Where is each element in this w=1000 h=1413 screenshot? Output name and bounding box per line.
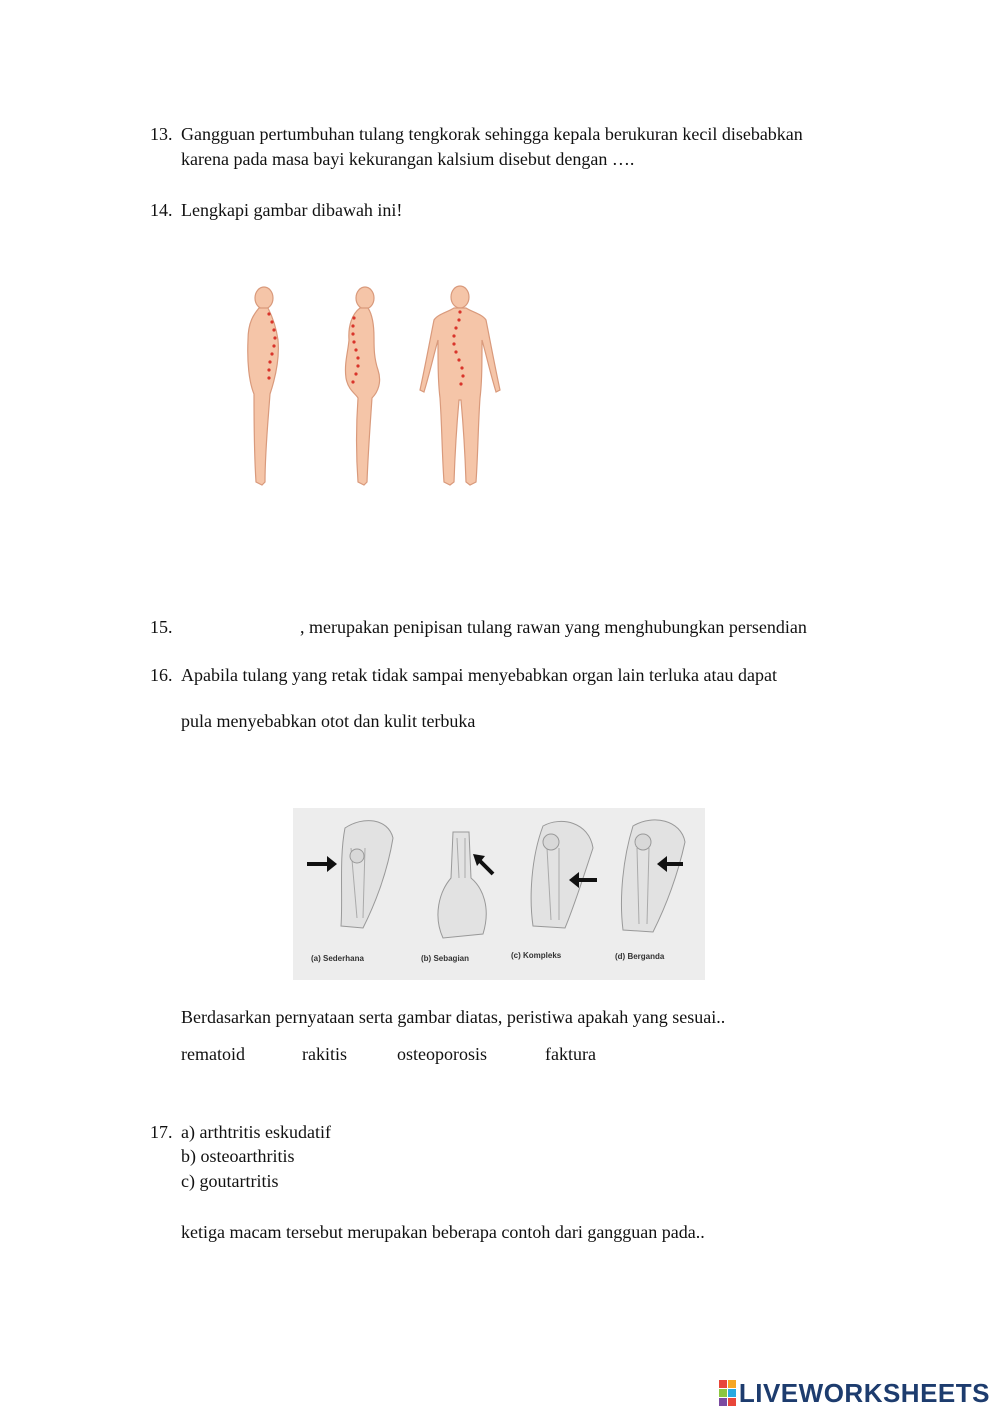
liveworksheets-brand-text: LIVEWORKSHEETS bbox=[738, 1377, 990, 1408]
fracture-b-illustration bbox=[438, 832, 486, 938]
q14-number: 14. bbox=[150, 200, 173, 220]
fracture-d-illustration bbox=[621, 820, 685, 932]
lordosis-body-figure bbox=[345, 287, 379, 485]
q15-number: 15. bbox=[150, 617, 173, 637]
q16-option-rematoid[interactable]: rematoid bbox=[181, 1044, 245, 1064]
fracture-c-illustration bbox=[531, 821, 593, 928]
spine-posture-figure bbox=[232, 282, 522, 492]
q16-text-line1: Apabila tulang yang retak tidak sampai menyebabkan organ lain terluka atau dapat bbox=[181, 665, 777, 685]
fracture-label-b: (b) Sebagian bbox=[421, 954, 470, 963]
q14-text: Lengkapi gambar dibawah ini! bbox=[181, 200, 403, 220]
q16-option-faktura[interactable]: faktura bbox=[545, 1044, 596, 1064]
q17-item-a: a) arthtritis eskudatif bbox=[181, 1122, 331, 1142]
liveworksheets-logo-icon bbox=[719, 1380, 736, 1406]
q13-text-line1: Gangguan pertumbuhan tulang tengkorak sehingga kepala berukuran kecil disebabkan bbox=[181, 124, 803, 144]
q17-item-b: b) osteoarthritis bbox=[181, 1146, 295, 1166]
q16-prompt: Berdasarkan pernyataan serta gambar diatas, peristiwa apakah yang sesuai.. bbox=[181, 1007, 726, 1027]
fracture-a-arrow bbox=[307, 856, 337, 872]
q13-number: 13. bbox=[150, 124, 173, 144]
q17-number: 17. bbox=[150, 1122, 173, 1142]
fracture-label-d: (d) Berganda bbox=[615, 952, 665, 961]
scoliosis-body-figure bbox=[420, 286, 500, 485]
q15-text: , merupakan penipisan tulang rawan yang menghubungkan persendian bbox=[300, 617, 807, 637]
fracture-label-a: (a) Sederhana bbox=[311, 954, 364, 963]
q16-text-line2: pula menyebabkan otot dan kulit terbuka bbox=[181, 711, 476, 731]
fracture-a-illustration bbox=[341, 821, 393, 928]
liveworksheets-logo bbox=[719, 1378, 990, 1408]
q17-item-c: c) goutartritis bbox=[181, 1171, 279, 1191]
fracture-types-figure bbox=[293, 808, 705, 980]
q16-option-osteoporosis[interactable]: osteoporosis bbox=[397, 1044, 487, 1064]
q17-text: ketiga macam tersebut merupakan beberapa contoh dari gangguan pada.. bbox=[181, 1222, 705, 1242]
fracture-b-arrow bbox=[473, 854, 493, 874]
kyphosis-body-figure bbox=[248, 287, 279, 485]
q13-text-line2: karena pada masa bayi kekurangan kalsium disebut dengan …. bbox=[181, 149, 635, 169]
q16-number: 16. bbox=[150, 665, 173, 685]
q16-option-rakitis[interactable]: rakitis bbox=[302, 1044, 347, 1064]
fracture-label-c: (c) Kompleks bbox=[511, 951, 562, 960]
